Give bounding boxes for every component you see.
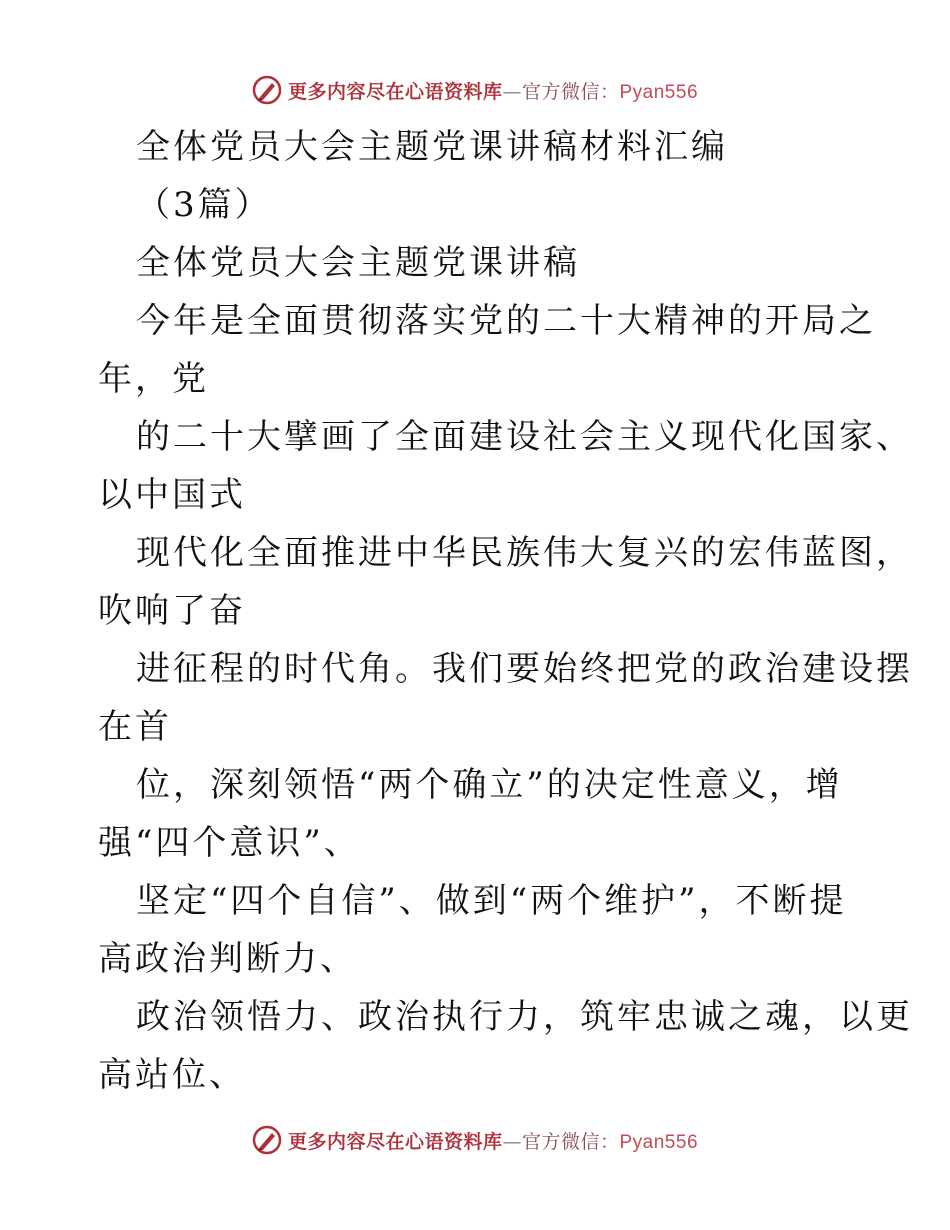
header-banner-separator: — — [502, 80, 522, 103]
paragraph-line: 高站位、 — [98, 1055, 246, 1095]
footer-banner-official-label: 官方微信： — [521, 1130, 620, 1153]
document-title-line1: 全体党员大会主题党课讲稿材料汇编 — [136, 127, 728, 167]
paragraph-line: 位，深刻领悟“两个确立”的决定性意义，增 — [136, 765, 843, 805]
header-watermark-banner — [0, 70, 950, 110]
paragraph-line: 高政治判断力、 — [98, 939, 357, 979]
document-title-line2: （3篇） — [136, 185, 272, 225]
paragraph-line: 强“四个意识”、 — [98, 823, 361, 863]
footer-banner-handle: Pyan556 — [619, 1131, 699, 1153]
paragraph-line: 进征程的时代角。我们要始终把党的政治建设摆 — [136, 649, 913, 689]
paragraph-line: 以中国式 — [98, 475, 246, 515]
document-body — [98, 118, 913, 1104]
paragraph-line: 年，党 — [98, 359, 209, 399]
header-banner-handle: Pyan556 — [619, 81, 699, 103]
paragraph-line: 在首 — [98, 707, 172, 747]
header-banner-official-label: 官方微信： — [521, 80, 620, 103]
document-subtitle: 全体党员大会主题党课讲稿 — [136, 243, 580, 283]
footer-banner-separator: — — [502, 1130, 522, 1153]
paragraph-line: 吹响了奋 — [98, 591, 246, 631]
paragraph-line: 的二十大擘画了全面建设社会主义现代化国家、 — [136, 417, 913, 457]
footer-banner-brand: 更多内容尽在心语资料库 — [287, 1130, 503, 1153]
header-banner-text — [288, 77, 698, 104]
paragraph-line: 今年是全面贯彻落实党的二十大精神的开局之 — [136, 301, 876, 341]
paragraph-line: 坚定“四个自信”、做到“两个维护”，不断提 — [136, 881, 847, 921]
footer-watermark-banner — [0, 1120, 950, 1160]
header-banner-brand: 更多内容尽在心语资料库 — [287, 80, 503, 103]
document-paragraph — [98, 292, 913, 1104]
pen-logo-icon — [252, 75, 282, 105]
paragraph-line: 现代化全面推进中华民族伟大复兴的宏伟蓝图， — [136, 533, 913, 573]
paragraph-line: 政治领悟力、政治执行力，筑牢忠诚之魂，以更 — [136, 997, 913, 1037]
footer-banner-text — [288, 1127, 698, 1154]
pen-logo-icon — [252, 1125, 282, 1155]
